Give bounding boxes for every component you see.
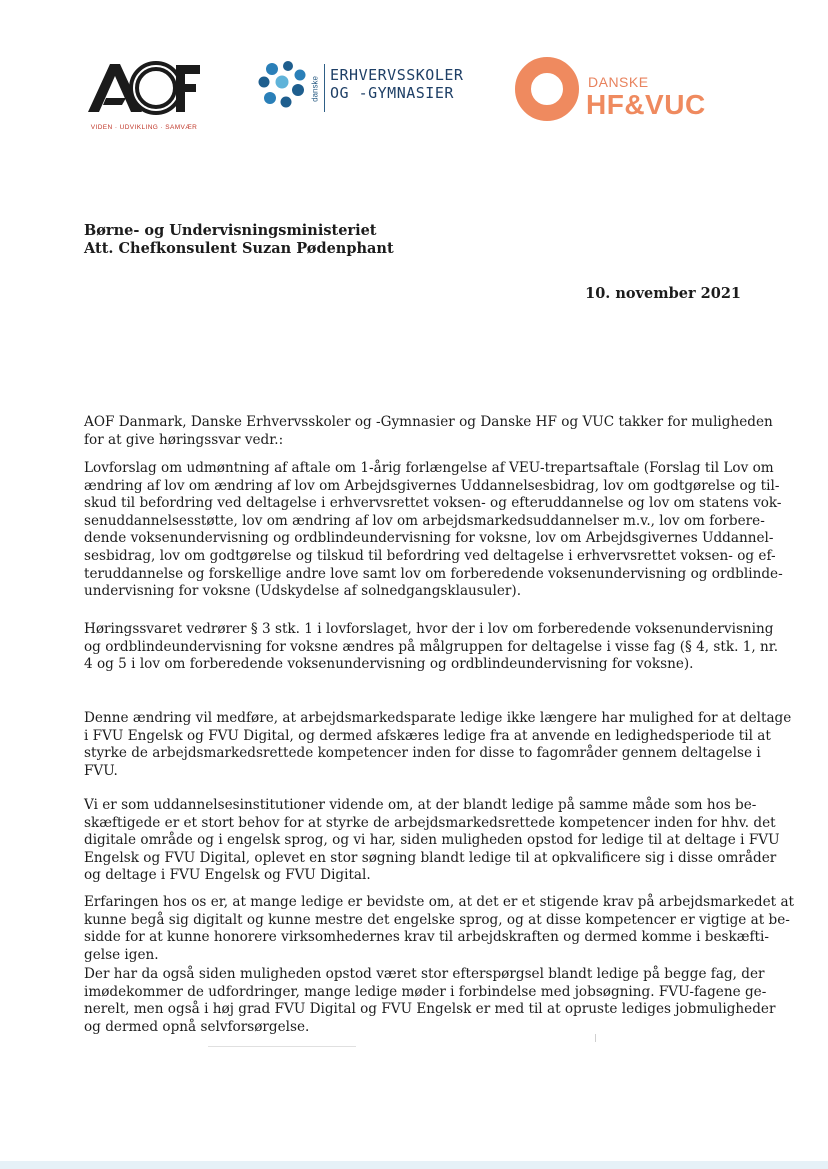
paragraph-experience bbox=[84, 894, 795, 964]
erhvervsskoler-dots-icon bbox=[258, 60, 308, 110]
erhvervsskoler-line1: ERHVERVSSKOLER bbox=[330, 66, 464, 84]
paragraph-line: Engelsk og FVU Digital, oplevet en stor søgning blandt ledige til at opkvalificere sig i disse områder bbox=[84, 849, 777, 866]
paragraph-line: dende voksenundervisning og ordblindeundervisning for voksne, lov om Arbejdsgivernes Uddannel- bbox=[84, 530, 774, 547]
paragraph-line: ændring af lov om ændring af lov om Arbejdsgivernes Uddannelsesbidrag, lov om godtgørelse og til- bbox=[84, 477, 780, 494]
scan-bottom-edge bbox=[0, 1161, 828, 1169]
paragraph-line: senuddannelsesstøtte, lov om ændring af lov om arbejdsmarkedsuddannelser m.v., lov om forbere- bbox=[84, 512, 765, 529]
scan-artifact-line bbox=[208, 1046, 356, 1047]
paragraph-line: AOF Danmark, Danske Erhvervsskoler og -Gymnasier og Danske HF og VUC takker for muligheden bbox=[84, 414, 773, 430]
hf-vuc-circle-icon bbox=[514, 56, 580, 122]
paragraph-bill bbox=[84, 460, 783, 601]
paragraph-line: gelse igen. bbox=[84, 946, 159, 963]
paragraph-line: skud til befordring ved deltagelse i erhvervsrettet voksen- og efteruddannelse og lov om statens vok- bbox=[84, 495, 782, 512]
paragraph-line: for at give høringssvar vedr.: bbox=[84, 431, 284, 448]
paragraph-line: undervisning for voksne (Udskydelse af solnedgangsklausuler). bbox=[84, 583, 522, 600]
paragraph-line: og dermed opnå selvforsørgelse. bbox=[84, 1018, 310, 1035]
paragraph-line: sidde for at kunne honorere virksomhedernes krav til arbejdskraften og dermed komme i beskæfti- bbox=[84, 929, 769, 946]
hf-vuc-line1: DANSKE bbox=[588, 74, 649, 90]
paragraph-line: Vi er som uddannelsesinstitutioner vidende om, at der blandt ledige på samme måde som hos be- bbox=[84, 797, 757, 813]
paragraph-line: og deltage i FVU Engelsk og FVU Digital. bbox=[84, 867, 371, 884]
paragraph-intro bbox=[84, 414, 773, 449]
paragraph-line: sesbidrag, lov om godtgørelse og tilskud til befordring ved deltagelse i erhvervsrettet voksen- og ef- bbox=[84, 547, 776, 564]
hf-vuc-line2: HF&VUC bbox=[586, 89, 706, 120]
erhvervsskoler-wordmark bbox=[330, 66, 463, 102]
aof-logo bbox=[84, 58, 204, 138]
aof-tagline: VIDEN · UDVIKLING · SAMVÆR bbox=[90, 124, 198, 131]
paragraph-line: skæftigede er et stort behov for at styrke de arbejdsmarkedsrettede kompetencer inden for hhv. det bbox=[84, 814, 776, 831]
recipient-organisation: Børne- og Undervisningsministeriet bbox=[84, 222, 377, 239]
paragraph-line: styrke de arbejdsmarkedsrettede kompetencer inden for disse to fagområder gennem deltagelse i bbox=[84, 745, 761, 762]
paragraph-line: Lovforslag om udmøntning af aftale om 1-årig forlængelse af VEU-trepartsaftale (Forslag til Lov om bbox=[84, 460, 774, 476]
paragraph-line: teruddannelse og forskellige andre love samt lov om forberedende voksenundervisning og ordblinde- bbox=[84, 565, 783, 582]
paragraph-effect bbox=[84, 710, 792, 780]
paragraph-line: Denne ændring vil medføre, at arbejdsmarkedsparate ledige ikke længere har mulighed for at deltage bbox=[84, 710, 792, 726]
recipient-attention: Att. Chefkonsulent Suzan Pødenphant bbox=[84, 240, 394, 257]
recipient-block bbox=[84, 222, 394, 258]
paragraph-line: digitale område og i engelsk sprog, og vi har, siden muligheden opstod for ledige til at deltage i FVU bbox=[84, 832, 780, 849]
paragraph-demand bbox=[84, 966, 776, 1036]
erhvervsskoler-logo bbox=[258, 58, 478, 118]
paragraph-line: Erfaringen hos os er, at mange ledige er bevidste om, at det er et stigende krav på arbejdsmarkedet at bbox=[84, 894, 795, 910]
paragraph-line: 4 og 5 i lov om forberedende voksenundervisning og ordblindeundervisning for voksne). bbox=[84, 656, 694, 673]
erhvervsskoler-danske-text: danske bbox=[310, 76, 320, 102]
paragraph-line: Der har da også siden muligheden opstod været stor efterspørgsel blandt ledige på begge fag, der bbox=[84, 966, 765, 982]
paragraph-concern bbox=[84, 621, 779, 674]
paragraph-line: imødekommer de udfordringer, mange ledige møder i forbindelse med jobsøgning. FVU-fagene ge- bbox=[84, 983, 767, 1000]
paragraph-need bbox=[84, 797, 780, 885]
paragraph-line: Høringssvaret vedrører § 3 stk. 1 i lovforslaget, hvor der i lov om forberedende voksenundervisning bbox=[84, 621, 774, 637]
paragraph-line: kunne begå sig digitalt og kunne mestre det engelske sprog, og at disse kompetencer er vigtige at be- bbox=[84, 911, 790, 928]
hf-vuc-logo bbox=[514, 56, 724, 126]
letter-date: 10. november 2021 bbox=[585, 285, 741, 302]
scan-artifact-mark bbox=[595, 1034, 596, 1042]
aof-wordmark bbox=[84, 58, 204, 118]
paragraph-line: i FVU Engelsk og FVU Digital, og dermed afskæres ledige fra at anvende en ledighedsperiode til at bbox=[84, 727, 771, 744]
paragraph-line: FVU. bbox=[84, 762, 118, 779]
erhvervsskoler-small-label bbox=[310, 62, 320, 116]
paragraph-line: og ordblindeundervisning for voksne ændres på målgruppen for deltagelse i visse fag (§ 4, stk. 1, nr. bbox=[84, 638, 779, 655]
paragraph-line: nerelt, men også i høj grad FVU Digital og FVU Engelsk er med til at opruste lediges jobmuligheder bbox=[84, 1001, 776, 1018]
erhvervsskoler-line2: OG -GYMNASIER bbox=[330, 84, 454, 102]
erhvervsskoler-divider bbox=[324, 64, 325, 112]
